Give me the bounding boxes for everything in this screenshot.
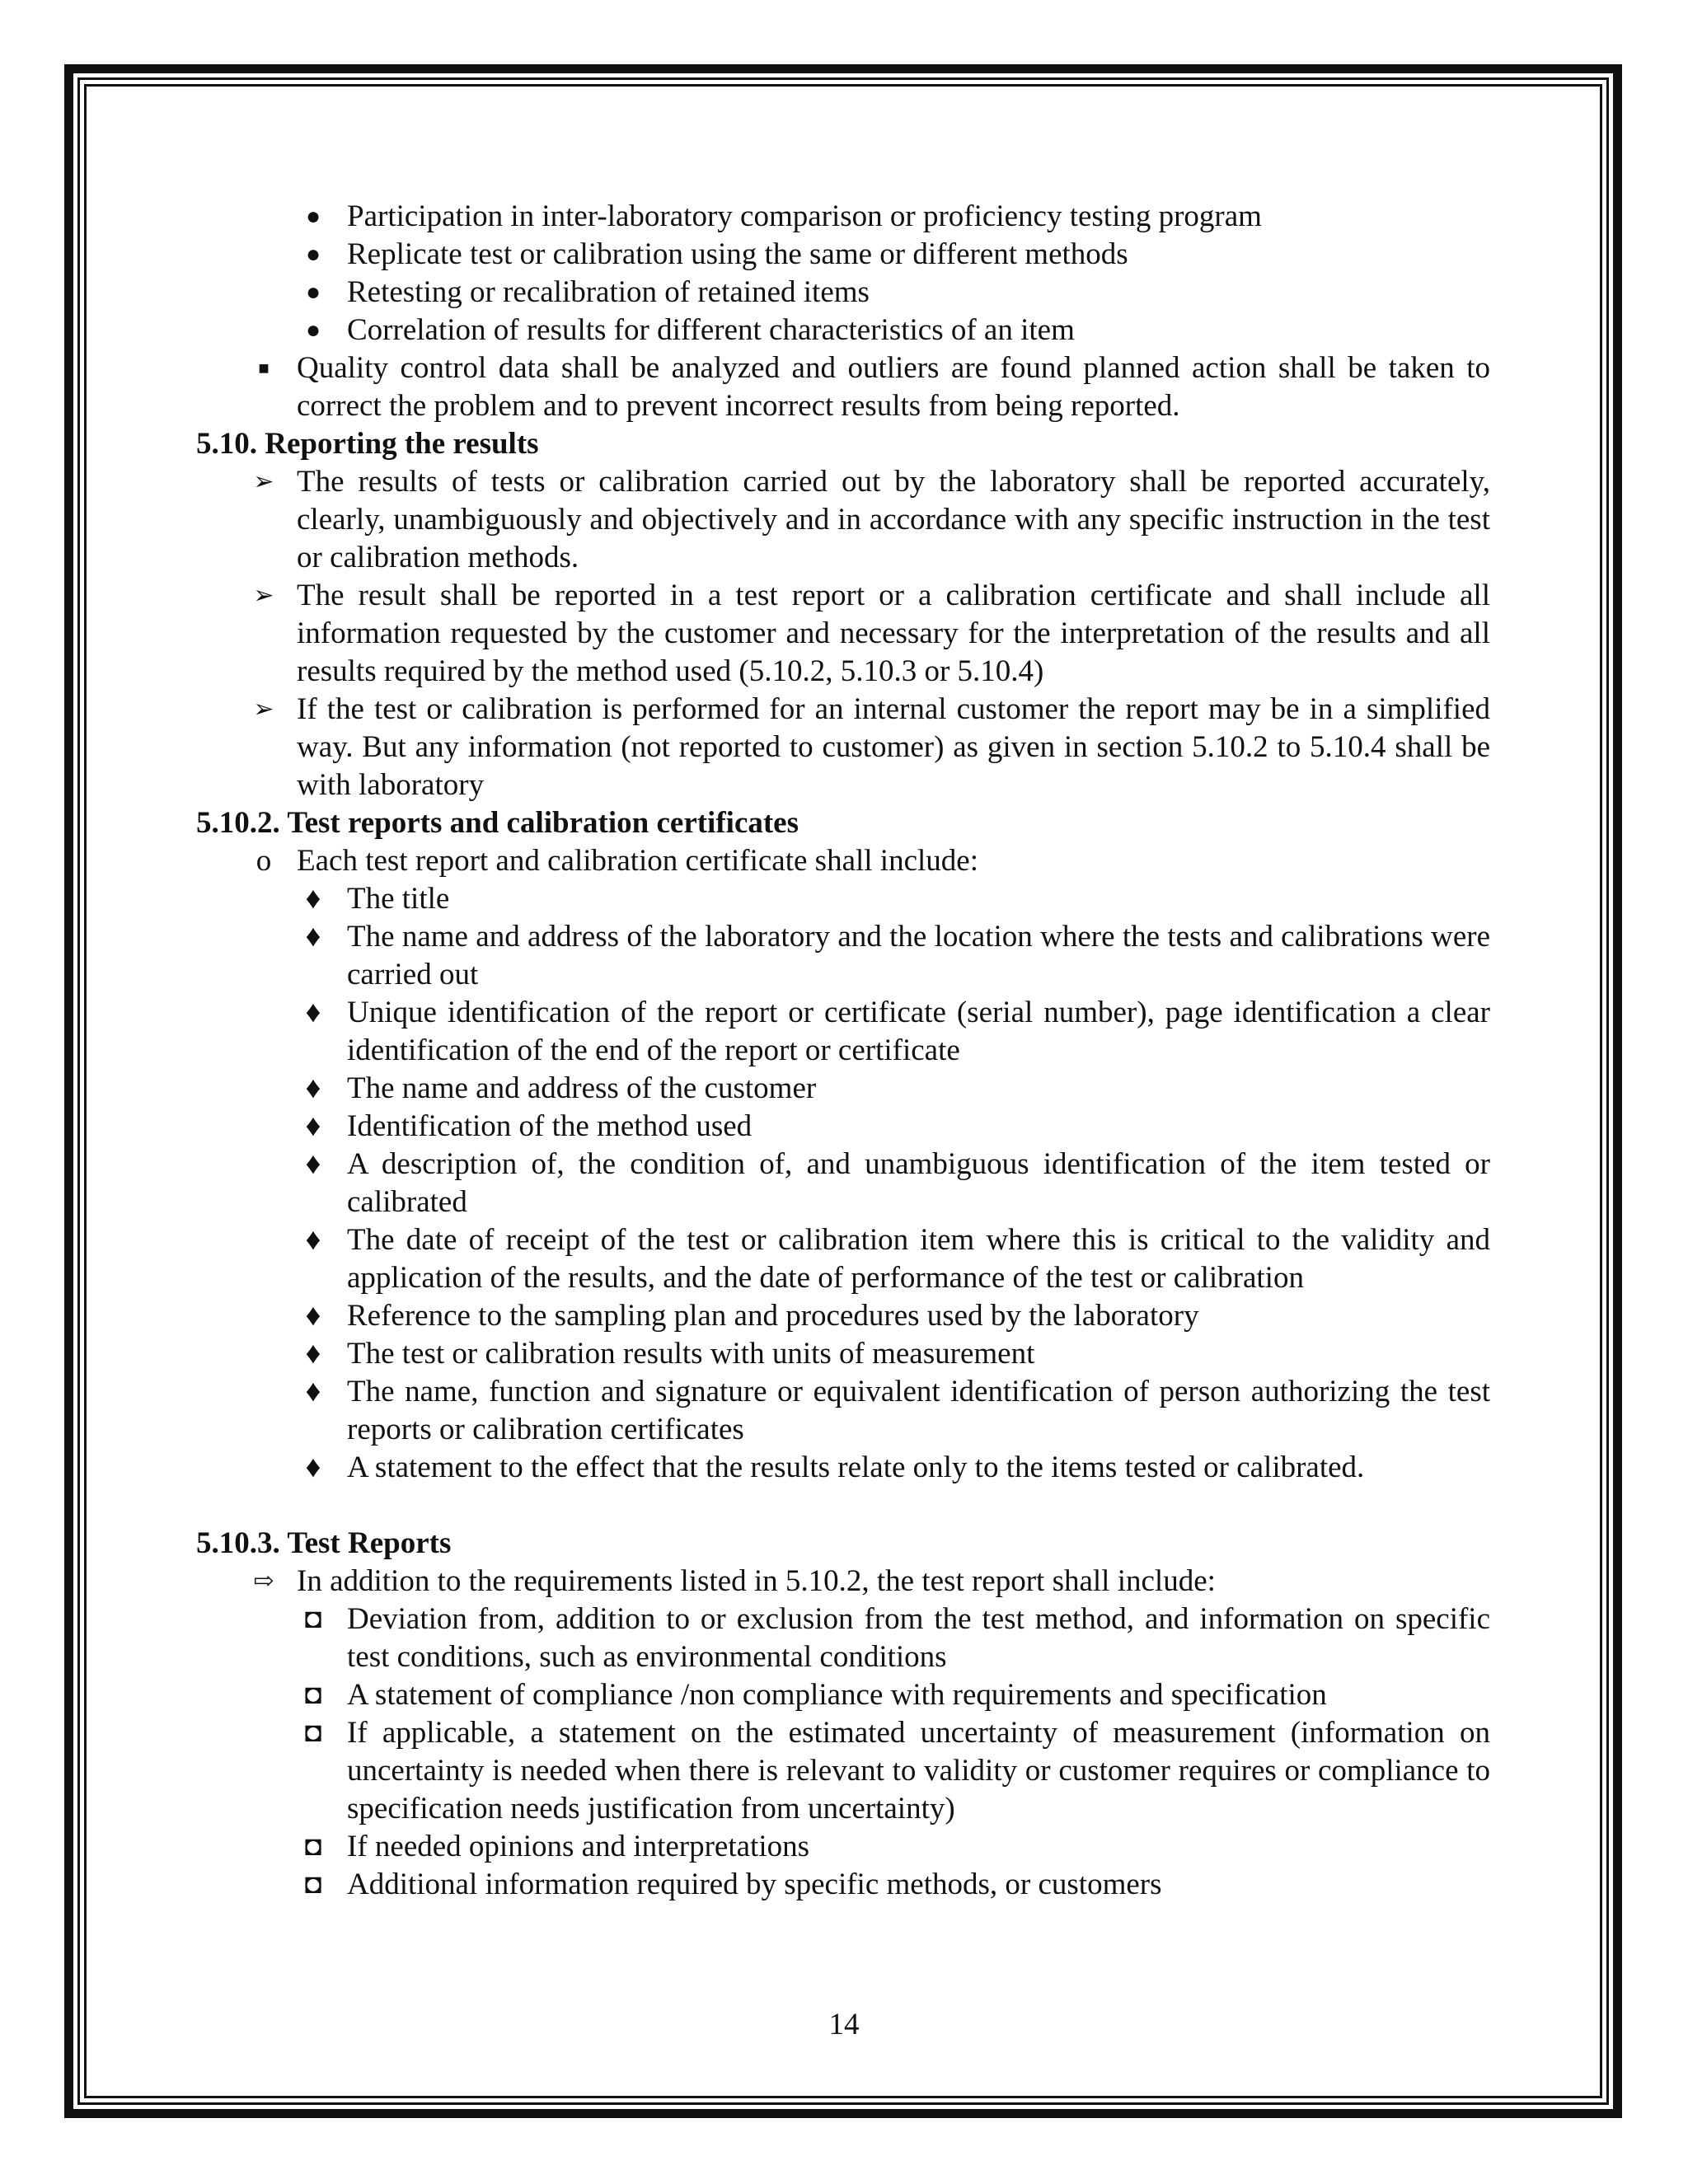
inverse-bullet-icon: ◘ bbox=[304, 1718, 322, 1748]
spacer bbox=[196, 1487, 1490, 1525]
diamond-bullet-icon: ♦ bbox=[305, 1071, 321, 1105]
list-item: ➢ The results of tests or calibration carried out by the laboratory shall be reported accurately, clearly, unambiguously and objectively and in accordance with any specific instruction in the test or calibration methods. bbox=[196, 463, 1490, 577]
list-item: ♦ A statement to the effect that the results relate only to the items tested or calibrated. bbox=[196, 1449, 1490, 1487]
list-item: ♦ The name and address of the customer bbox=[196, 1070, 1490, 1108]
list-item: ◘ A statement of compliance /non compliance with requirements and specification bbox=[196, 1676, 1490, 1714]
diamond-bullet-icon: ♦ bbox=[305, 1147, 321, 1181]
list-item: ♦ Reference to the sampling plan and procedures used by the laboratory bbox=[196, 1297, 1490, 1335]
list-item: ➢ The result shall be reported in a test report or a calibration certificate and shall include all information requested by the customer and necessary for the interpretation of the results and all results required by the method used (5.10.2, 5.10.3 or 5.10.4) bbox=[196, 577, 1490, 691]
hollow-arrow-icon: ⇨ bbox=[253, 1568, 274, 1595]
diamond-bullet-icon: ♦ bbox=[305, 1337, 321, 1371]
list-item: ⇨ In addition to the requirements listed in 5.10.2, the test report shall include: bbox=[196, 1563, 1490, 1601]
diamond-bullet-icon: ♦ bbox=[305, 1451, 321, 1484]
document-body bbox=[196, 198, 1490, 1904]
list-item: ♦ A description of, the condition of, and unambiguous identification of the item tested or calibrated bbox=[196, 1146, 1490, 1221]
list-item: ♦ The name and address of the laboratory and the location where the tests and calibrations were carried out bbox=[196, 918, 1490, 994]
list-item: ● Retesting or recalibration of retained items bbox=[196, 274, 1490, 312]
arrowhead-bullet-icon: ➢ bbox=[253, 582, 274, 609]
inverse-bullet-icon: ◘ bbox=[304, 1604, 322, 1634]
inverse-bullet-icon: ◘ bbox=[304, 1831, 322, 1862]
list-item: ◘ Additional information required by specific methods, or customers bbox=[196, 1866, 1490, 1904]
diamond-bullet-icon: ♦ bbox=[305, 1223, 321, 1257]
diamond-bullet-icon: ♦ bbox=[305, 1299, 321, 1333]
list-item: ◘ If applicable, a statement on the estimated uncertainty of measurement (information on uncertainty is needed when there is relevant to validity or customer requires or compliance to specification needs justification from uncertainty) bbox=[196, 1714, 1490, 1828]
diamond-bullet-icon: ♦ bbox=[305, 1109, 321, 1143]
list-item: o Each test report and calibration certificate shall include: bbox=[196, 842, 1490, 880]
arrowhead-bullet-icon: ➢ bbox=[253, 696, 274, 723]
section-heading: 5.10. Reporting the results bbox=[196, 427, 539, 461]
page-number: 14 bbox=[828, 2008, 860, 2041]
list-item: ● Replicate test or calibration using the same or different methods bbox=[196, 236, 1490, 274]
bullet-dot-icon: ● bbox=[305, 316, 321, 344]
bullet-dot-icon: ● bbox=[305, 279, 321, 306]
bullet-square-icon: ■ bbox=[258, 358, 270, 378]
bullet-dot-icon: ● bbox=[305, 203, 321, 230]
list-item: ♦ The title bbox=[196, 880, 1490, 918]
inverse-bullet-icon: ◘ bbox=[304, 1869, 322, 1900]
section-heading: 5.10.3. Test Reports bbox=[196, 1526, 452, 1560]
list-item: ♦ The name, function and signature or equivalent identification of person authorizing the test reports or calibration certificates bbox=[196, 1373, 1490, 1449]
list-item: ♦ The date of receipt of the test or calibration item where this is critical to the validity and application of the results, and the date of performance of the test or calibration bbox=[196, 1221, 1490, 1297]
diamond-bullet-icon: ♦ bbox=[305, 996, 321, 1029]
bullet-dot-icon: ● bbox=[305, 241, 321, 268]
list-item: ♦ Unique identification of the report or certificate (serial number), page identification a clear identification of the end of the report or certificate bbox=[196, 994, 1490, 1070]
inverse-bullet-icon: ◘ bbox=[304, 1680, 322, 1710]
list-item: ■ Quality control data shall be analyzed and outliers are found planned action shall be taken to correct the problem and to prevent incorrect results from being reported. bbox=[196, 349, 1490, 425]
diamond-bullet-icon: ♦ bbox=[305, 882, 321, 916]
list-item: ◘ Deviation from, addition to or exclusion from the test method, and information on specific test conditions, such as environmental conditions bbox=[196, 1601, 1490, 1676]
list-item: ◘ If needed opinions and interpretations bbox=[196, 1828, 1490, 1866]
circle-bullet-icon: o bbox=[256, 844, 272, 878]
list-item: ♦ The test or calibration results with units of measurement bbox=[196, 1335, 1490, 1373]
list-item: ➢ If the test or calibration is performed for an internal customer the report may be in a simplified way. But any information (not reported to customer) as given in section 5.10.2 to 5.10.4 shall be with laboratory bbox=[196, 691, 1490, 804]
list-item: ♦ Identification of the method used bbox=[196, 1108, 1490, 1146]
arrowhead-bullet-icon: ➢ bbox=[253, 468, 274, 495]
diamond-bullet-icon: ♦ bbox=[305, 920, 321, 954]
section-heading: 5.10.2. Test reports and calibration certificates bbox=[196, 806, 799, 840]
list-item: ● Participation in inter-laboratory comparison or proficiency testing program bbox=[196, 198, 1490, 236]
list-item: ● Correlation of results for different characteristics of an item bbox=[196, 312, 1490, 349]
diamond-bullet-icon: ♦ bbox=[305, 1375, 321, 1408]
